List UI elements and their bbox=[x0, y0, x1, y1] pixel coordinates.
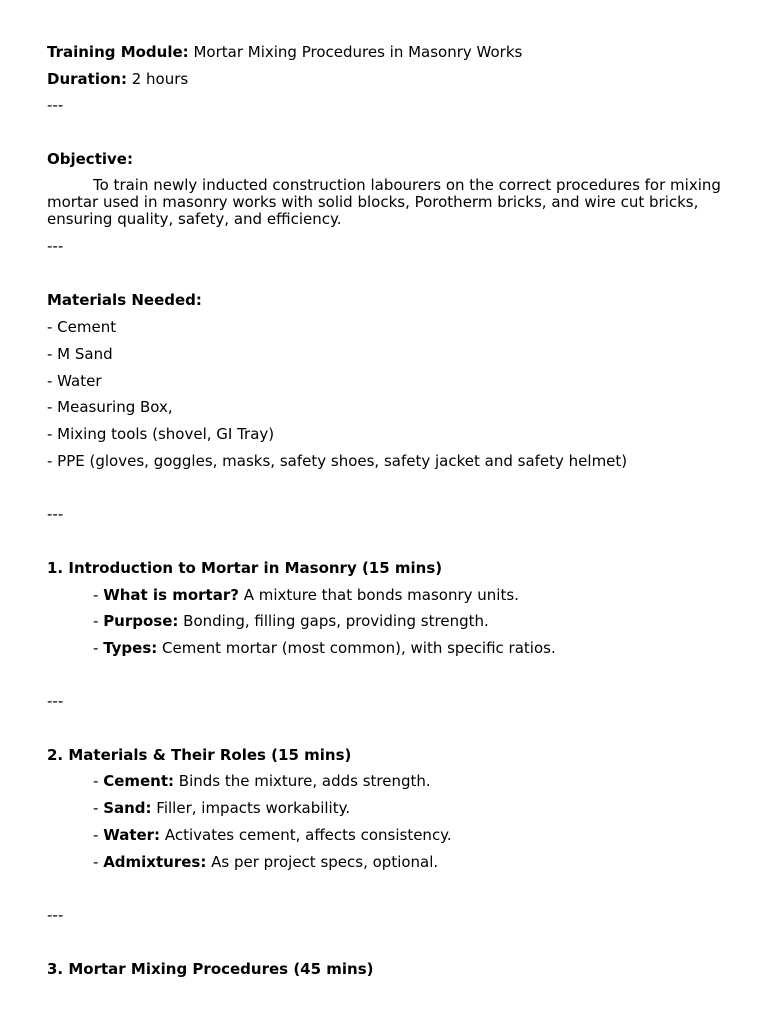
materials-heading: Materials Needed: bbox=[47, 291, 202, 309]
list-item: - Sand: Filler, impacts workability. bbox=[93, 799, 351, 817]
list-item: - Cement bbox=[47, 318, 117, 336]
list-item: - Admixtures: As per project specs, optional. bbox=[93, 853, 439, 871]
list-item: - Types: Cement mortar (most common), with specific ratios. bbox=[93, 639, 556, 657]
separator: --- bbox=[47, 906, 64, 924]
section-heading: 2. Materials & Their Roles (15 mins) bbox=[47, 746, 352, 764]
training-module-line bbox=[47, 43, 522, 61]
list-item: - What is mortar? A mixture that bonds masonry units. bbox=[93, 586, 519, 604]
list-item: - Cement: Binds the mixture, adds strength. bbox=[93, 772, 431, 790]
separator: --- bbox=[47, 692, 64, 710]
list-item: - M Sand bbox=[47, 345, 113, 363]
duration-line bbox=[47, 70, 188, 88]
list-item: - PPE (gloves, goggles, masks, safety shoes, safety jacket and safety helmet) bbox=[47, 452, 628, 470]
list-item: - Measuring Box, bbox=[47, 398, 173, 416]
training-module-label: Training Module: bbox=[47, 43, 189, 61]
list-item: - Mixing tools (shovel, GI Tray) bbox=[47, 425, 275, 443]
training-module-value: Mortar Mixing Procedures in Masonry Works bbox=[193, 43, 523, 61]
separator: --- bbox=[47, 505, 64, 523]
separator: --- bbox=[47, 96, 64, 114]
duration-label: Duration: bbox=[47, 70, 127, 88]
list-item: - Purpose: Bonding, filling gaps, providing strength. bbox=[93, 612, 489, 630]
objective-text: To train newly inducted construction labourers on the correct procedures for mixing mortar used in masonry works with solid blocks, Porotherm bricks, and wire cut bricks, ensuring quality, safety, and efficiency. bbox=[47, 176, 721, 228]
objective-heading: Objective: bbox=[47, 150, 133, 168]
section-heading: 1. Introduction to Mortar in Masonry (15 mins) bbox=[47, 559, 443, 577]
section-heading: 3. Mortar Mixing Procedures (45 mins) bbox=[47, 960, 374, 978]
separator: --- bbox=[47, 237, 64, 255]
list-item: - Water bbox=[47, 372, 102, 390]
list-item: - Water: Activates cement, affects consistency. bbox=[93, 826, 452, 844]
duration-value: 2 hours bbox=[131, 70, 189, 88]
